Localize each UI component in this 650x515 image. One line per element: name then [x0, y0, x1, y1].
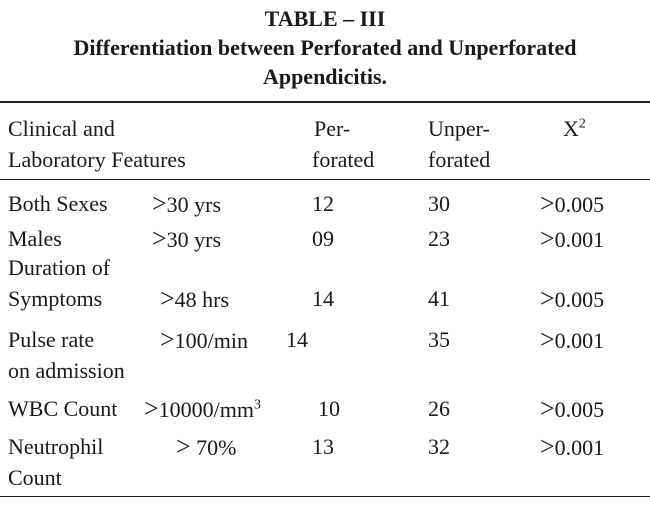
gt-symbol: > [540, 224, 555, 253]
header-chi-square [563, 114, 586, 144]
row-1-perforated: 12 [312, 191, 334, 216]
chi-base: X [563, 116, 579, 141]
header-features-line-1: Clinical and [8, 116, 115, 141]
gt-symbol: > [160, 284, 175, 313]
row-4-label-line-1: Pulse rate [8, 327, 95, 352]
row-4-criterion: >100/min [160, 325, 249, 354]
row-6-perforated: 13 [312, 434, 334, 459]
header-features-line-2: Laboratory Features [8, 147, 186, 172]
row-5-chi-square: >0.005 [540, 394, 605, 423]
row-3-chi-square: >0.005 [540, 284, 605, 313]
row-1-unperforated: 30 [428, 191, 450, 216]
row-2-criterion: >30 yrs [152, 224, 222, 253]
gt-symbol: > [540, 325, 555, 354]
row-2-unperforated: 23 [428, 226, 450, 251]
table-bottom-rule [0, 496, 650, 497]
header-perforated-line-1: Per- [314, 116, 351, 141]
row-3-perforated: 14 [312, 286, 334, 311]
row-3-label-line-1: Duration of [8, 255, 111, 280]
gt-symbol: > [152, 224, 167, 253]
row-3-unperforated: 41 [428, 286, 450, 311]
row-5-label: WBC Count [8, 396, 118, 421]
row-6-chi-square: >0.001 [540, 432, 605, 461]
row-3-criterion: >48 hrs [160, 284, 230, 313]
gt-symbol: > [540, 394, 555, 423]
gt-symbol: > [176, 432, 191, 461]
row-1-chi-square: >0.005 [540, 189, 605, 218]
gt-symbol: > [540, 432, 555, 461]
table-title [0, 4, 650, 91]
title-line-2: Differentiation between Perforated and Unperforated [73, 35, 577, 60]
title-line-3: Appendicitis. [262, 64, 388, 89]
title-line-1: TABLE – III [264, 6, 386, 31]
row-6-unperforated: 32 [428, 434, 450, 459]
row-4-perforated: 14 [286, 327, 308, 352]
gt-symbol: > [160, 325, 175, 354]
row-6-criterion: > 70% [176, 432, 237, 461]
gt-symbol: > [152, 189, 167, 218]
row-5-unperforated: 26 [428, 396, 450, 421]
row-6-label-line-1: Neutrophil [8, 434, 104, 459]
gt-symbol: > [540, 189, 555, 218]
row-5-perforated: 10 [318, 396, 340, 421]
row-2-perforated: 09 [312, 226, 334, 251]
gt-symbol: > [540, 284, 555, 313]
header-unperforated-line-2: forated [428, 147, 491, 172]
row-4-label-line-2: on admission [8, 358, 125, 383]
header-unperforated-line-1: Unper- [428, 116, 490, 141]
chi-exponent: 2 [578, 116, 586, 132]
row-6-label-line-2: Count [8, 465, 62, 490]
table-top-rule [0, 101, 650, 103]
row-2-label: Males [8, 226, 62, 251]
row-1-criterion: >30 yrs [152, 189, 222, 218]
header-perforated-line-2: forated [312, 147, 375, 172]
row-3-label-line-2: Symptoms [8, 286, 103, 311]
row-1-label: Both Sexes [8, 191, 108, 216]
row-4-chi-square: >0.001 [540, 325, 605, 354]
row-5-criterion: $>10000/mm^3$ [144, 394, 262, 423]
row-2-chi-square: >0.001 [540, 224, 605, 253]
criterion-exponent: 3 [254, 397, 262, 413]
row-4-unperforated: 35 [428, 327, 450, 352]
header-separator-rule [0, 179, 650, 180]
gt-symbol: > [144, 394, 159, 423]
